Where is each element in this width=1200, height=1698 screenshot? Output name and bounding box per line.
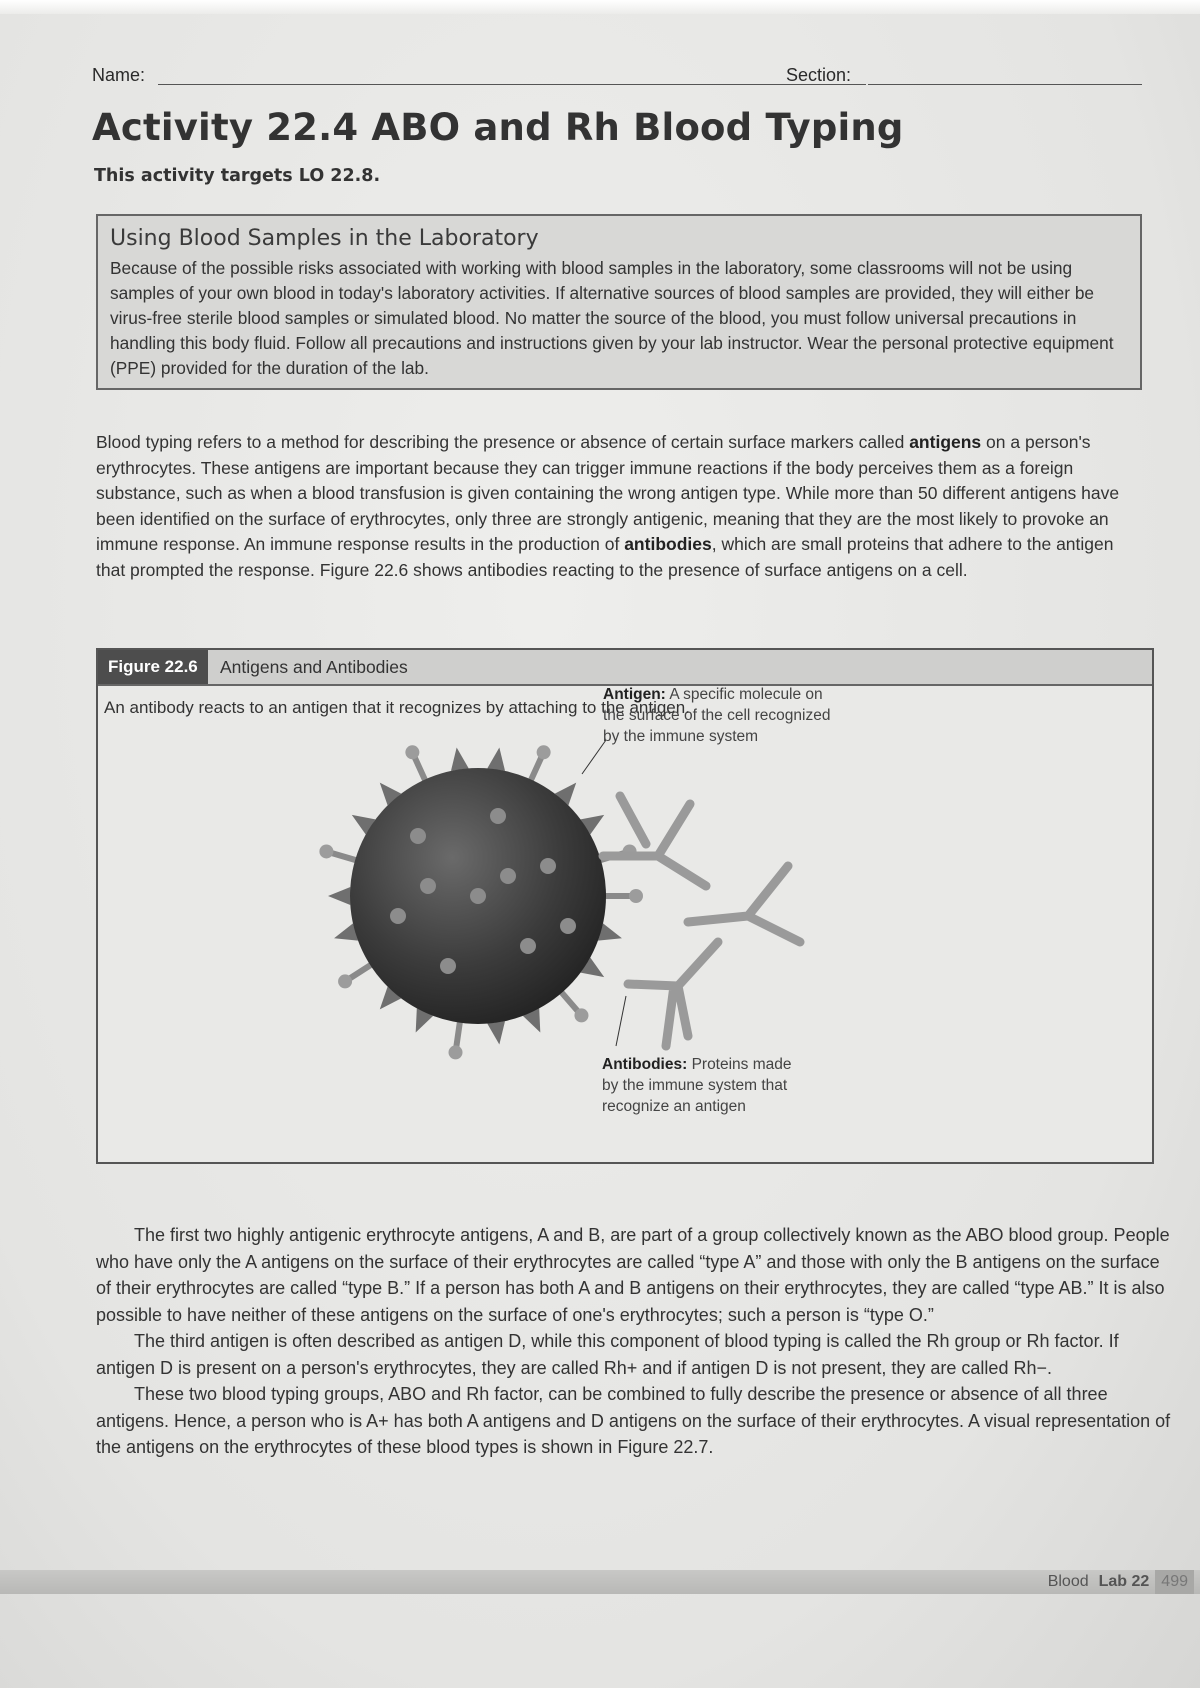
antigen-cap [574,1008,588,1022]
figure-header [98,650,1152,686]
antigen-cap [629,889,643,903]
antigen-term: Antigen: [603,686,666,703]
intro-text-2: on a person's erythrocytes. These antigens are important because they can trigger immune reactions if the body perceives them as a foreign substance, such as when a blood transfusion is given containing the wrong antigen type. While more than 50 different antigens have been identified on the surface of erythrocytes, only three are strongly antigenic, meaning that they are the most likely to provoke an immune response. An immune response results in the production of [96,432,1120,555]
surface-antigen [540,858,556,874]
antibody-pointer-line [616,996,626,1046]
term-antibodies: antibodies [624,534,712,555]
surface-antigen [420,878,436,894]
antibody-1-arm [620,796,646,844]
body-paragraph-1: The first two highly antigenic erythrocyte antigens, A and B, are part of a group collectively known as the ABO blood group. People who have only the A antigens on the surface of their erythrocytes are called “type A” and those with only the B antigens on the surface of their erythrocytes are called “type B.” If a person has both A and B antigens on their erythrocytes, they are called “type AB.” It is also possible to have neither of these antigens on the surface of one's erythrocytes; such a person is “type O.” [96,1225,1170,1325]
antigen-desc-3: by the immune system [603,728,759,745]
surface-antigen [490,808,506,824]
antibody-desc-1: Proteins made [691,1056,792,1073]
header-row [92,62,1142,92]
figure-box [96,648,1154,1164]
section-field-line[interactable] [868,84,1142,85]
antibody-3 [628,942,718,1046]
surface-antigen [390,908,406,924]
antibody-term: Antibodies: [602,1056,688,1073]
body-paragraph-2: The third antigen is often described as antigen D, while this component of blood typing is called the Rh group or Rh factor. If antigen D is present on a person's erythrocytes, they are called Rh+ and if antigen D is not present, they are called Rh−. [96,1331,1119,1378]
name-label: Name: [92,65,146,85]
surface-spike [487,1021,505,1044]
body-paragraph-3: These two blood typing groups, ABO and Rh factor, can be combined to fully describe the presence or absence of all three antigens. Hence, a person who is A+ has both A antigens and D antigens on the surface of their erythrocytes. A visual representation of the antigens on the erythrocytes of these blood types is shown in Figure 22.7. [96,1384,1171,1457]
antigen-callout [603,684,830,747]
page-top-edge [0,0,1200,14]
surface-spike [451,748,469,771]
intro-text-3: , which are small proteins that adhere to the antigen that prompted the response. [96,534,1114,580]
intro-text-1: Blood typing refers to a method for describing the presence or absence of certain surface markers called [96,432,910,452]
safety-note-title: Using Blood Samples in the Laboratory [110,226,539,251]
activity-title: Activity 22.4 ABO and Rh Blood Typing [92,106,904,149]
surface-antigen [560,918,576,934]
antibody-2 [688,866,800,942]
surface-antigen [520,938,536,954]
page-footer [1048,1570,1194,1594]
antigen-cap [537,745,551,759]
antibody-desc-2: by the immune system that [602,1077,788,1094]
antigen-cap [319,844,333,858]
surface-antigen [440,958,456,974]
safety-note-box [96,214,1142,390]
antigen-cap [449,1045,463,1059]
antigen-desc-1: A specific molecule on [669,686,823,703]
intro-text-4: shows antibodies reacting to the presence of surface antigens on a cell. [408,559,968,580]
intro-paragraph [96,430,1142,584]
surface-spike [487,748,505,771]
figure-reference: Figure 22.6 [319,559,409,580]
antibody-callout [602,1054,792,1117]
antibody-1 [603,804,706,886]
surface-antigen [500,868,516,884]
footer-band [0,1570,1200,1594]
safety-note-text: Because of the possible risks associated with working with blood samples in the laboratory, some classrooms will not be using samples of your own blood in today's laboratory activities. If alternative sources of blood samples are provided, they will either be virus-free sterile blood samples or simulated blood. No matter the source of the blood, you must follow universal precautions in handling this body fluid. Follow all precautions and instructions given by your lab instructor. Wear the personal protective equipment (PPE) provided for the duration of the lab. [110,258,1114,378]
section-label: Section: [786,65,852,85]
antigen-cap [338,974,352,988]
name-field-line[interactable] [158,84,866,85]
footer-section: Blood [1047,1573,1089,1590]
surface-antigen [410,828,426,844]
surface-antigen [470,888,486,904]
antibody-desc-3: recognize an antigen [602,1098,746,1115]
body-text [96,1222,1176,1461]
surface-spike [328,887,350,905]
page-number: 499 [1155,1570,1194,1594]
figure-title: Antigens and Antibodies [220,657,408,677]
antibody-group [603,796,800,1046]
figure-label: Figure 22.6 [98,650,208,684]
page-bottom-edge [0,1688,1200,1698]
activity-subtitle: This activity targets LO 22.8. [94,166,381,186]
antigen-desc-2: the surface of the cell recognized [603,707,831,724]
footer-lab: Lab 22 [1098,1573,1150,1590]
figure-caption: An antibody reacts to an antigen that it recognizes by attaching to the antigen. [104,698,690,717]
antigen-cap [405,745,419,759]
term-antigens: antigens [909,432,982,452]
